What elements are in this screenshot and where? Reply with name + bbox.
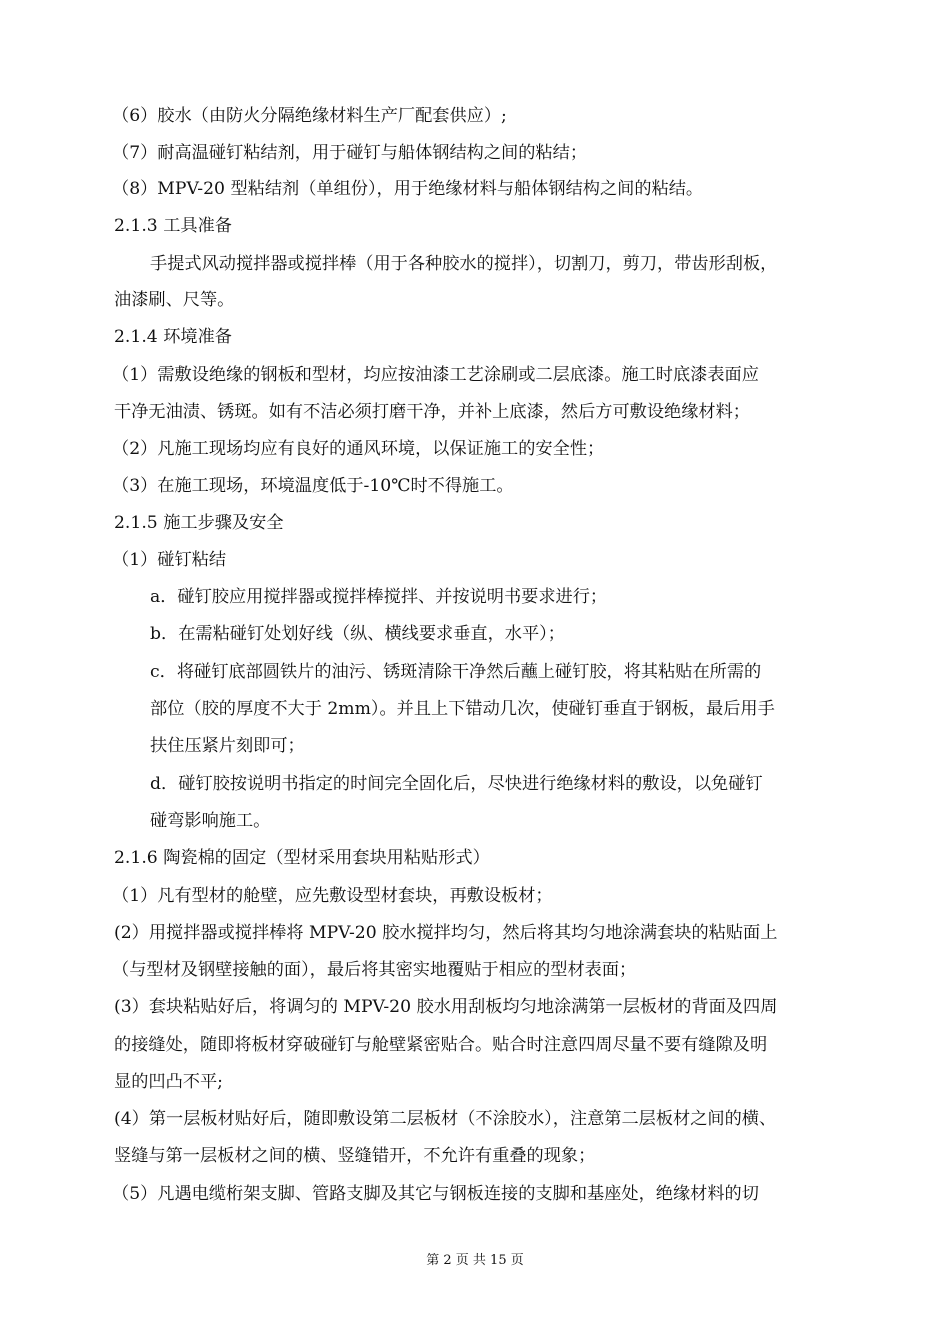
text-line: (4）第一层板材贴好后，随即敷设第二层板材（不涂胶水），注意第二层板材之间的横、 <box>114 1109 777 1129</box>
section-heading: 2.1.4 环境准备 <box>114 327 232 347</box>
text-line: （与型材及钢壁接触的面），最后将其密实地覆贴于相应的型材表面； <box>112 960 637 980</box>
section-heading: 2.1.5 施工步骤及安全 <box>114 513 284 533</box>
text-line: （2）凡施工现场均应有良好的通风环境，以保证施工的安全性； <box>112 439 605 459</box>
text-line: b．在需粘碰钉处划好线（纵、横线要求垂直，水平）； <box>150 624 565 644</box>
text-line: （1）碰钉粘结 <box>112 550 227 570</box>
text-line: （1）凡有型材的舱壁，应先敷设型材套块，再敷设板材； <box>112 886 553 906</box>
text-line: （1）需敷设绝缘的钢板和型材，均应按油漆工艺涂刷或二层底漆。施工时底漆表面应 <box>112 365 759 385</box>
text-line: 显的凹凸不平; <box>114 1072 223 1092</box>
page-number-footer: 第 2 页 共 15 页 <box>426 1253 524 1268</box>
text-line: 油漆刷、尺等。 <box>114 290 235 310</box>
text-line: d．碰钉胶按说明书指定的时间完全固化后，尽快进行绝缘材料的敷设，以免碰钉 <box>150 774 763 794</box>
text-line: c．将碰钉底部圆铁片的油污、锈斑清除干净然后蘸上碰钉胶，将其粘贴在所需的 <box>150 662 762 682</box>
section-heading: 2.1.6 陶瓷棉的固定（型材采用套块用粘贴形式） <box>114 848 490 868</box>
text-line: 干净无油渍、锈斑。如有不洁必须打磨干净，并补上底漆，然后方可敷设绝缘材料； <box>114 402 750 422</box>
text-line: 手提式风动搅拌器或搅拌棒（用于各种胶水的搅拌），切割刀，剪刀，带齿形刮板， <box>150 254 778 274</box>
text-line: 碰弯影响施工。 <box>150 811 271 831</box>
text-line: 的接缝处，随即将板材穿破碰钉与舱壁紧密贴合。贴合时注意四周尽量不要有缝隙及明 <box>114 1035 768 1055</box>
text-line: 扶住压紧片刻即可； <box>150 736 305 756</box>
text-line: 竖缝与第一层板材之间的横、竖缝错开，不允许有重叠的现象； <box>114 1146 596 1166</box>
text-line: （7）耐高温碰钉粘结剂，用于碰钉与船体钢结构之间的粘结； <box>112 143 588 163</box>
text-line: a．碰钉胶应用搅拌器或搅拌棒搅拌、并按说明书要求进行； <box>150 587 608 607</box>
text-line: 部位（胶的厚度不大于 2mm）。并且上下错动几次，使碰钉垂直于钢板，最后用手 <box>150 699 775 719</box>
section-heading: 2.1.3 工具准备 <box>114 216 232 236</box>
text-line: (3）套块粘贴好后，将调匀的 MPV-20 胶水用刮板均匀地涂满第一层板材的背面及四周 <box>114 997 778 1017</box>
text-line: （8）MPV-20 型粘结剂（单组份），用于绝缘材料与船体钢结构之间的粘结。 <box>112 179 704 199</box>
text-line: （5）凡遇电缆桁架支脚、管路支脚及其它与钢板连接的支脚和基座处，绝缘材料的切 <box>112 1184 759 1204</box>
text-line: （6）胶水（由防火分隔绝缘材料生产厂配套供应）; <box>112 106 507 126</box>
text-line: (2）用搅拌器或搅拌棒将 MPV-20 胶水搅拌均匀，然后将其均匀地涂满套块的粘贴面上 <box>114 923 778 943</box>
text-line: （3）在施工现场，环境温度低于-10℃时不得施工。 <box>112 476 514 496</box>
